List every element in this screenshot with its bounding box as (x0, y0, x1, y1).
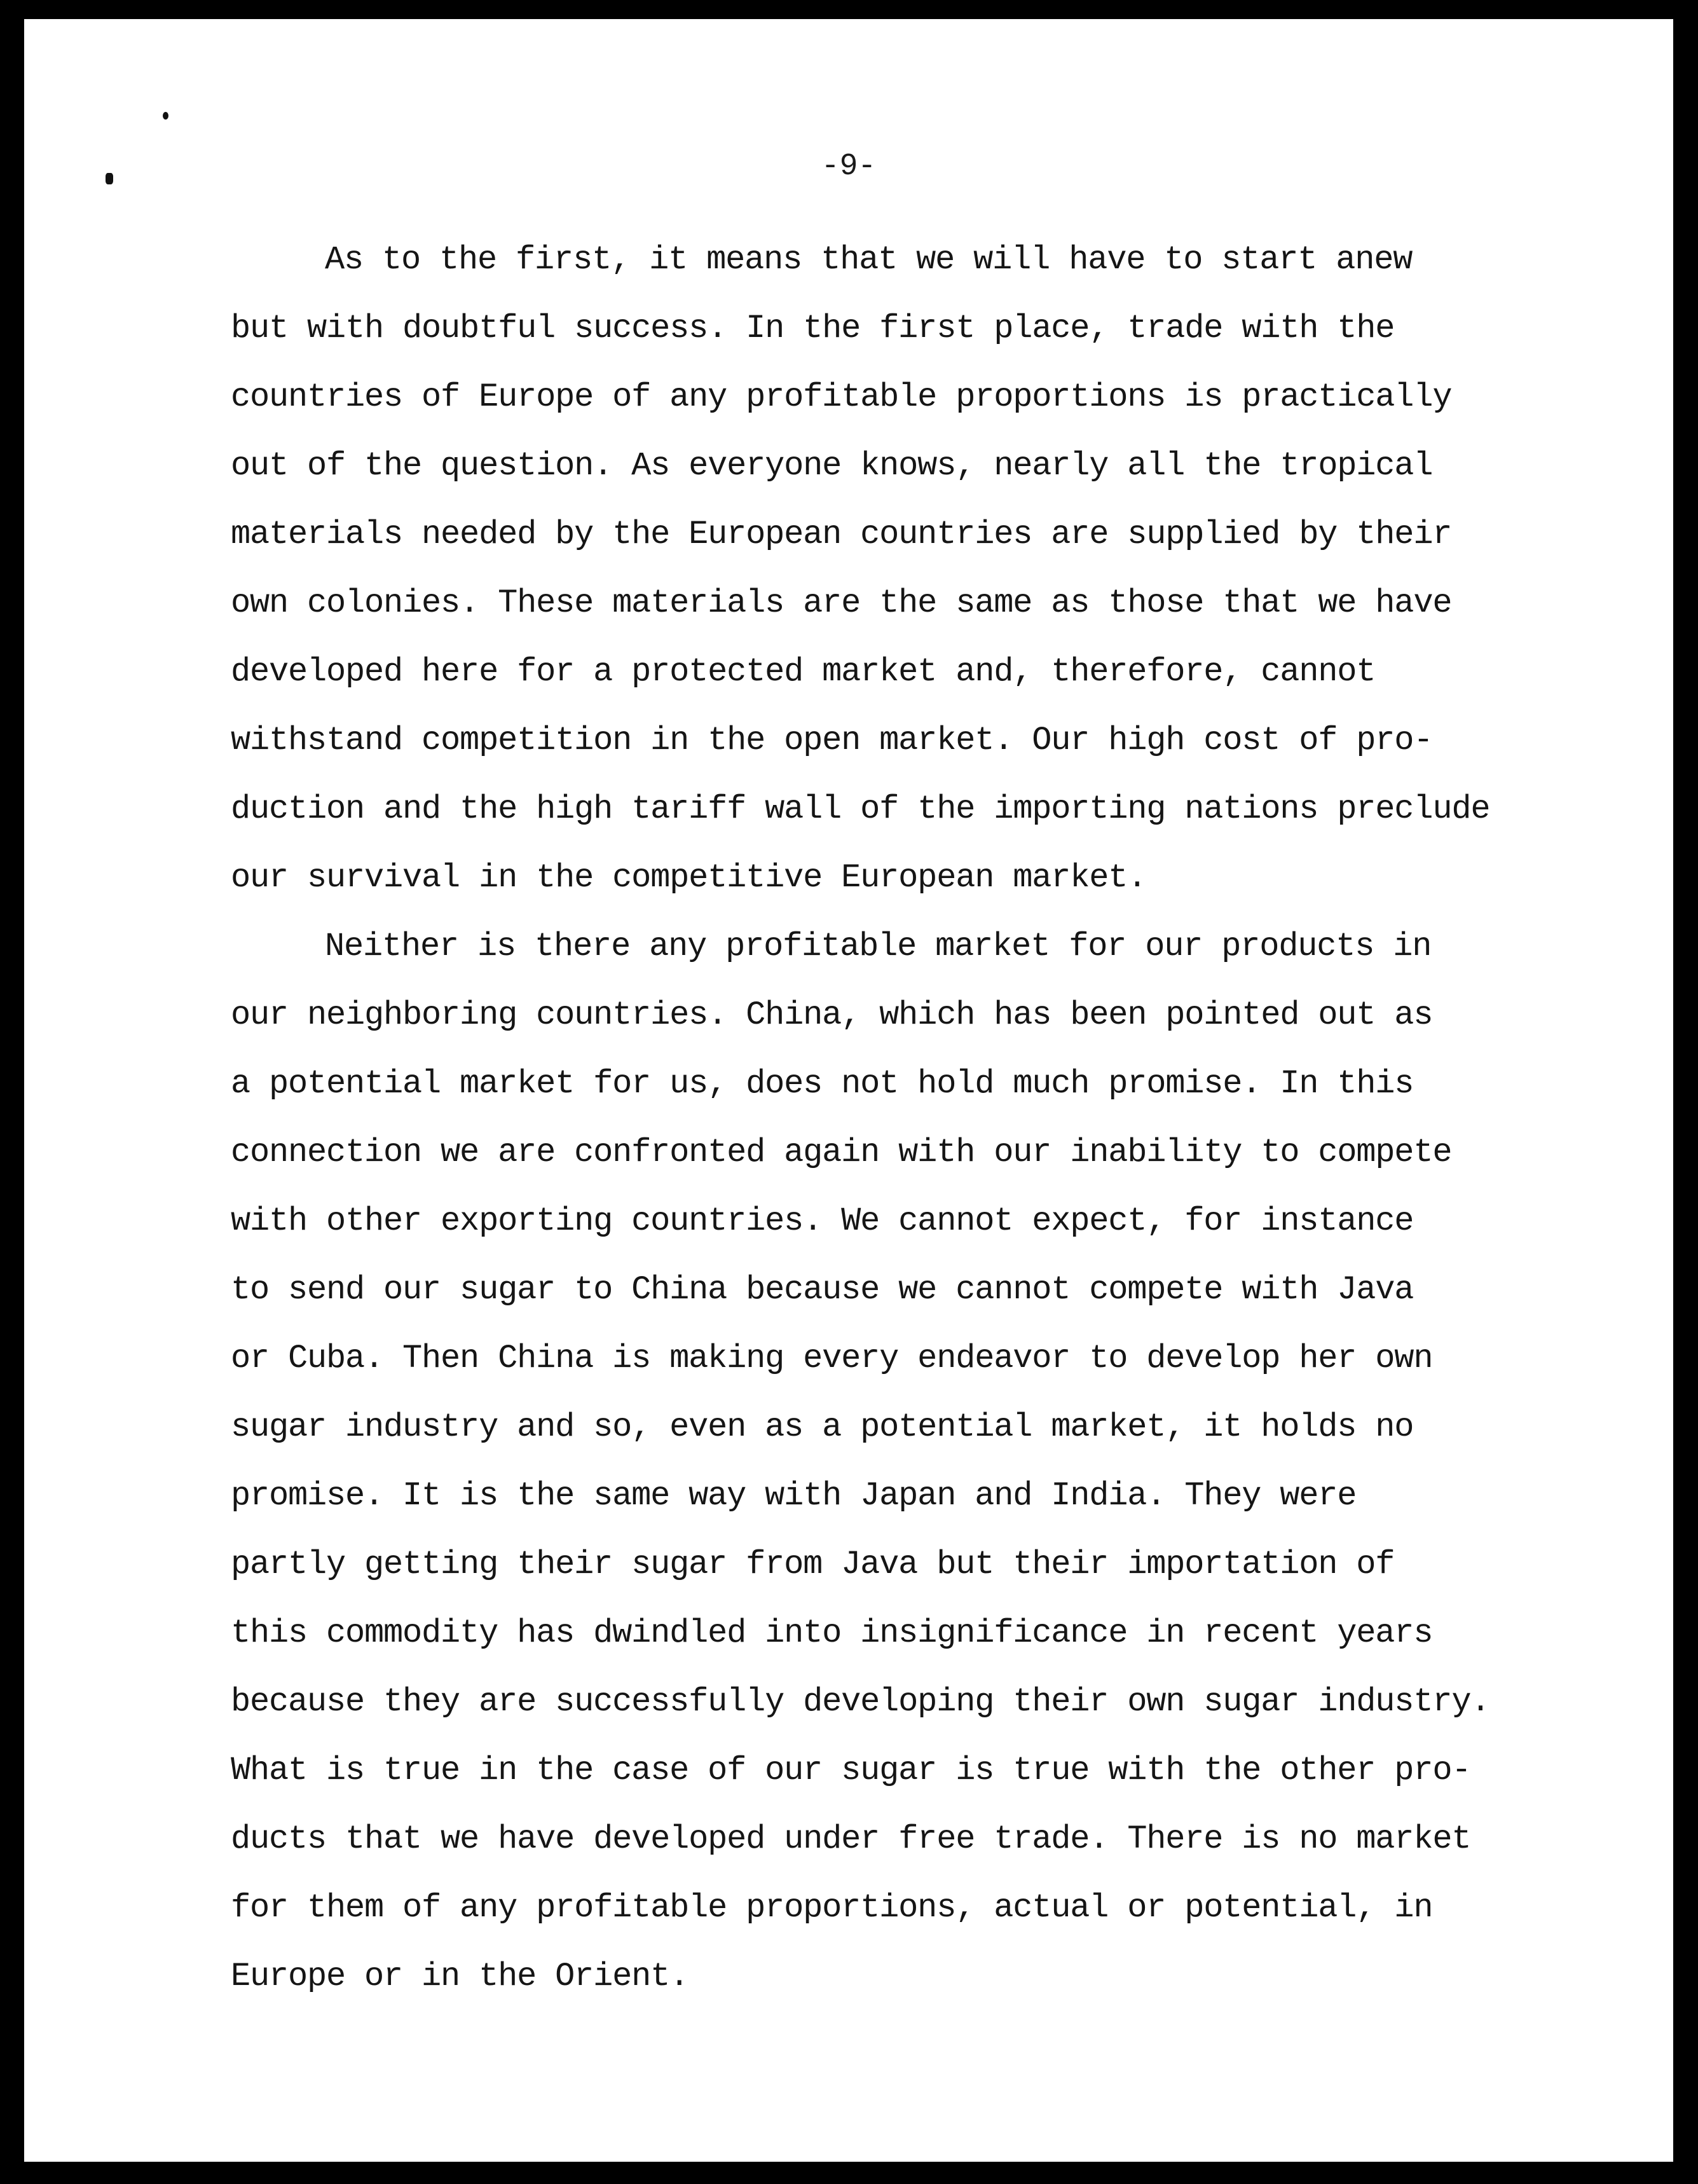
text-line: with other exporting countries. We cannot expect, for instance (231, 1202, 1414, 1240)
text-line: developed here for a protected market and, therefore, cannot (231, 653, 1376, 690)
text-line: our survival in the competitive European market. (231, 859, 1147, 896)
text-line: partly getting their sugar from Java but their importation of (231, 1546, 1395, 1583)
text-line: Neither is there any profitable market for our products in (325, 928, 1432, 965)
text-line: withstand competition in the open market. Our high cost of pro- (231, 722, 1433, 759)
text-line: materials needed by the European countries are supplied by their (231, 516, 1452, 553)
text-line: this commodity has dwindled into insignificance in recent years (231, 1614, 1433, 1652)
text-line: Europe or in the Orient. (231, 1958, 689, 1995)
text-line: sugar industry and so, even as a potential market, it holds no (231, 1408, 1414, 1446)
text-line: our neighboring countries. China, which has been pointed out as (231, 996, 1433, 1034)
text-line: own colonies. These materials are the same as those that we have (231, 584, 1452, 622)
text-line: What is true in the case of our sugar is true with the other pro- (231, 1752, 1471, 1789)
text-line: countries of Europe of any profitable proportions is practically (231, 378, 1452, 416)
text-line: connection we are confronted again with our inability to compete (231, 1134, 1452, 1171)
text-line: because they are successfully developing their own sugar industry. (231, 1683, 1490, 1720)
text-line: but with doubtful success. In the first place, trade with the (231, 310, 1395, 347)
text-line: ducts that we have developed under free trade. There is no market (231, 1820, 1471, 1858)
text-line: As to the first, it means that we will have to start anew (325, 241, 1413, 278)
document-page (24, 19, 1673, 2162)
text-line: to send our sugar to China because we cannot compete with Java (231, 1271, 1414, 1308)
text-line: duction and the high tariff wall of the importing nations preclude (231, 790, 1490, 828)
text-line: out of the question. As everyone knows, nearly all the tropical (231, 447, 1433, 484)
text-line: promise. It is the same way with Japan and India. They were (231, 1477, 1357, 1514)
page-number: -9- (821, 149, 877, 184)
text-line: a potential market for us, does not hold much promise. In this (231, 1065, 1414, 1102)
text-line: or Cuba. Then China is making every endeavor to develop her own (231, 1340, 1433, 1377)
text-line: for them of any profitable proportions, actual or potential, in (231, 1889, 1433, 1926)
margin-ink-dot (163, 112, 168, 120)
